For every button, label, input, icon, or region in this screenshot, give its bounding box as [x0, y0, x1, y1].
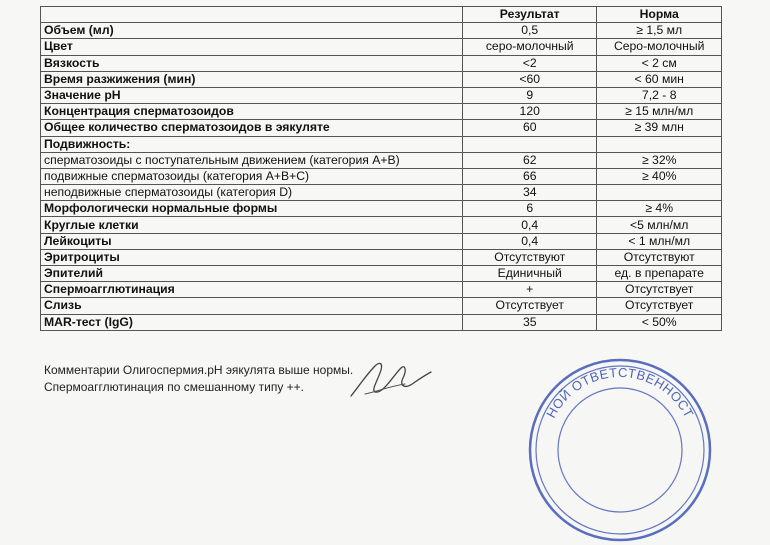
result-value: 120 [463, 104, 597, 120]
table-row [41, 217, 722, 233]
table-row [41, 249, 722, 265]
parameter-label: неподвижные сперматозоиды (категория D) [41, 185, 463, 201]
table-row [41, 314, 722, 330]
svg-text:НОЙ ОТВЕТСТВЕННОСТ [543, 365, 696, 420]
norm-value: 7,2 - 8 [597, 87, 722, 103]
table-row [41, 120, 722, 136]
parameter-label: Лейкоциты [41, 233, 463, 249]
norm-value: Отсутствуют [597, 249, 722, 265]
table-row [41, 266, 722, 282]
table-body [41, 23, 722, 331]
comment-line-1: Комментарии Олигоспермия.pH эякулята выше нормы. [44, 363, 354, 377]
result-value: 62 [463, 152, 597, 168]
result-value: 0,4 [463, 233, 597, 249]
norm-value: ед. в препарате [597, 266, 722, 282]
table-row [41, 55, 722, 71]
parameter-label: сперматозоиды с поступательным движением (категория А+В) [41, 152, 463, 168]
norm-value: ≥ 39 млн [597, 120, 722, 136]
result-value [463, 136, 597, 152]
header-result-cell: Результат [463, 7, 597, 23]
table-row [41, 136, 722, 152]
parameter-label: MAR-тест (IgG) [41, 314, 463, 330]
table-row [41, 282, 722, 298]
parameter-label: Объем (мл) [41, 23, 463, 39]
parameter-label: Спермоагглютинация [41, 282, 463, 298]
norm-value: < 1 млн/мл [597, 233, 722, 249]
parameter-label: Круглые клетки [41, 217, 463, 233]
parameter-label: Подвижность: [41, 136, 463, 152]
norm-value: < 60 мин [597, 71, 722, 87]
parameter-label: Эритроциты [41, 249, 463, 265]
parameter-label: Общее количество сперматозоидов в эякуляте [41, 120, 463, 136]
result-value: 9 [463, 87, 597, 103]
handwritten-signature [345, 356, 435, 400]
table-row [41, 23, 722, 39]
comment-line-2: Спермоагглютинация по смешанному типу ++. [44, 380, 305, 394]
result-value: Единичный [463, 266, 597, 282]
result-value: <60 [463, 71, 597, 87]
result-value: Отсутствуют [463, 249, 597, 265]
table-header-row [41, 7, 722, 23]
norm-value: ≥ 4% [597, 201, 722, 217]
header-label-cell [41, 7, 463, 23]
norm-value: < 50% [597, 314, 722, 330]
header-norm-cell: Норма [597, 7, 722, 23]
parameter-label: Цвет [41, 39, 463, 55]
norm-value: ≥ 1,5 мл [597, 23, 722, 39]
result-value: + [463, 282, 597, 298]
result-value: Отсутствует [463, 298, 597, 314]
table-row [41, 201, 722, 217]
result-value: 6 [463, 201, 597, 217]
parameter-label: Время разжижения (мин) [41, 71, 463, 87]
table-row [41, 104, 722, 120]
norm-value: ≥ 15 млн/мл [597, 104, 722, 120]
norm-value [597, 136, 722, 152]
parameter-label: Морфологически нормальные формы [41, 201, 463, 217]
parameter-label: Вязкость [41, 55, 463, 71]
result-value: 0,5 [463, 23, 597, 39]
table-row [41, 185, 722, 201]
norm-value: ≥ 40% [597, 168, 722, 184]
norm-value: <5 млн/мл [597, 217, 722, 233]
norm-value: Серо-молочный [597, 39, 722, 55]
table-row [41, 298, 722, 314]
norm-value [597, 185, 722, 201]
stamp-text: НОЙ ОТВЕТСТВЕННОСТ [543, 364, 697, 421]
norm-value: Отсутствует [597, 298, 722, 314]
norm-value: ≥ 32% [597, 152, 722, 168]
parameter-label: Концентрация сперматозоидов [41, 104, 463, 120]
table-row [41, 39, 722, 55]
table-row [41, 168, 722, 184]
table-row [41, 87, 722, 103]
result-value: 34 [463, 185, 597, 201]
table-row [41, 152, 722, 168]
parameter-label: Значение pH [41, 87, 463, 103]
parameter-label: Слизь [41, 298, 463, 314]
table-row [41, 71, 722, 87]
result-value: 60 [463, 120, 597, 136]
result-value: 35 [463, 314, 597, 330]
norm-value: Отсутствует [597, 282, 722, 298]
table-row [41, 233, 722, 249]
report-comments [44, 362, 353, 396]
result-value: 0,4 [463, 217, 597, 233]
official-stamp [525, 355, 715, 545]
result-value: 66 [463, 168, 597, 184]
result-value: серо-молочный [463, 39, 597, 55]
result-value: <2 [463, 55, 597, 71]
parameter-label: Эпителий [41, 266, 463, 282]
norm-value: < 2 см [597, 55, 722, 71]
parameter-label: подвижные сперматозоиды (категория А+В+С) [41, 168, 463, 184]
semen-analysis-table [40, 6, 722, 331]
